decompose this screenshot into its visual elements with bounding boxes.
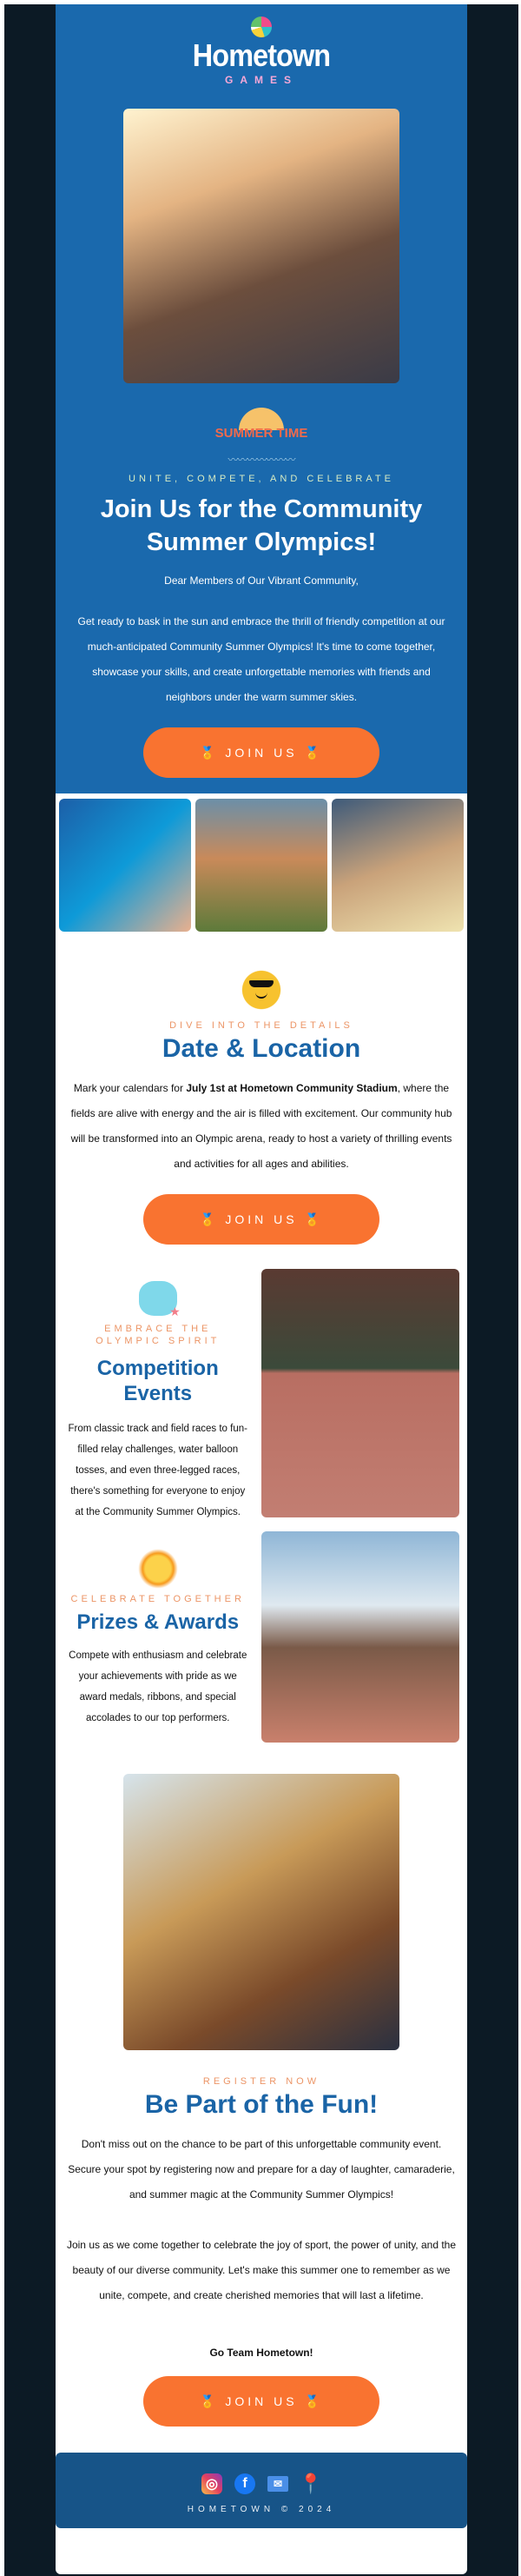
prizes-title: Prizes & Awards [76,1610,240,1634]
hero-tagline: UNITE, COMPETE, AND CELEBRATE [129,474,394,484]
brand-logo: Hometown [192,37,331,73]
register-title: Be Part of the Fun! [144,2090,379,2119]
date-location-section [56,966,467,1245]
maps-icon[interactable]: 📍 [299,2473,323,2494]
medal-icon: 🏅 [200,746,219,760]
photo-gallery [56,793,467,932]
beach-ball-icon [251,17,272,37]
register-kicker: REGISTER NOW [202,2076,320,2087]
instagram-icon[interactable]: ◎ [201,2473,222,2494]
register-body-2: Join us as we come together to celebrate the joy of sport, the power of unity, and the beauty of our diverse community. Let's make this summer one to remember as we unite, compete, and create cherished memories that will last a lifetime. [66,2239,457,2301]
hello-summer-icon: ★ [139,1281,177,1316]
brand-subtitle: GAMES [224,74,298,86]
trophy-photo [123,1774,399,2050]
details-title: Date & Location [162,1034,361,1063]
medal-icon: 🏅 [304,2394,323,2408]
prizes-awards-text [56,1531,260,1743]
facebook-icon[interactable]: f [234,2473,255,2494]
hero-body: Get ready to bask in the sun and embrace the thrill of friendly competition at our much-anticipated Community Summer Olympics! It's time to come together, showcase your skills, and create unforgettable memories with friends and neighbors under the warm summer skies. [77,615,445,703]
join-us-button[interactable] [143,1194,379,1245]
email-card [56,4,467,2574]
button-label: JOIN US [225,2394,298,2408]
prizes-body: Compete with enthusiasm and celebrate your achievements with pride as we award medals, ribbons, and special accolades to our top performers. [69,1650,247,1723]
events-kicker: EMBRACE THE OLYMPIC SPIRIT [96,1324,221,1346]
runner-photo [261,1269,459,1517]
relay-game-photo [195,799,327,932]
events-title: Competition Events [96,1357,219,1405]
join-us-button[interactable] [143,727,379,778]
chess-game-photo [332,799,464,932]
prizes-awards-row [56,1531,467,1743]
footer [56,2453,467,2528]
events-body: From classic track and field races to fun-filled relay challenges, water balloon tosses, and even three-legged races, there's something for everyone to enjoy at the Community Summer Olympics. [68,1424,247,1517]
hero-title: Join Us for the Community Summer Olympics! [100,495,423,556]
details-kicker: DIVE INTO THE DETAILS [169,1020,353,1031]
swimmer-photo [59,799,191,932]
waves-icon: 〰〰〰〰〰〰〰 [228,454,295,466]
medal-icon: 🏅 [200,2394,219,2408]
hero-section [56,4,467,793]
medalists-photo [261,1531,459,1743]
competition-events-row [56,1269,467,1523]
register-section [56,2076,467,2427]
text: Mark your calendars for [73,1082,187,1094]
medal-icon: 🏅 [304,1212,323,1226]
hero-athletes-photo [123,109,399,383]
greeting: Dear Members of Our Vibrant Community, [164,574,359,587]
competition-events-text [56,1269,260,1523]
button-label: JOIN US [225,1212,298,1226]
signoff: Go Team Hometown! [209,2347,313,2359]
register-body-1: Don't miss out on the chance to be part of this unforgettable community event. Secure your spot by registering now and prepare for a day of laughter, camaraderie, and summer magic at the Community Summer Olympics! [68,2138,455,2201]
text: , where the fields are alive with energy and the air is filled with excitement. Our community hub will be transformed into an Olympic arena, ready to host a variety of thrilling events and activities for all ages and abilities. [70,1082,452,1170]
medal-icon: 🏅 [304,746,323,760]
copyright: HOMETOWN © 2024 [187,2505,336,2514]
details-body [56,1076,467,1177]
smiling-sun-icon [138,1549,178,1589]
button-label: JOIN US [225,746,298,760]
prizes-kicker: CELEBRATE TOGETHER [70,1594,245,1604]
date-location-bold: July 1st at Hometown Community Stadium [186,1082,398,1094]
summer-time-badge [209,401,313,470]
badge-text: SUMMER TIME [214,426,308,441]
email-icon[interactable]: ✉ [267,2476,288,2492]
medal-icon: 🏅 [200,1212,219,1226]
social-icons [56,2473,467,2494]
join-us-button[interactable] [143,2376,379,2427]
sunglasses-sun-icon [239,966,284,1013]
